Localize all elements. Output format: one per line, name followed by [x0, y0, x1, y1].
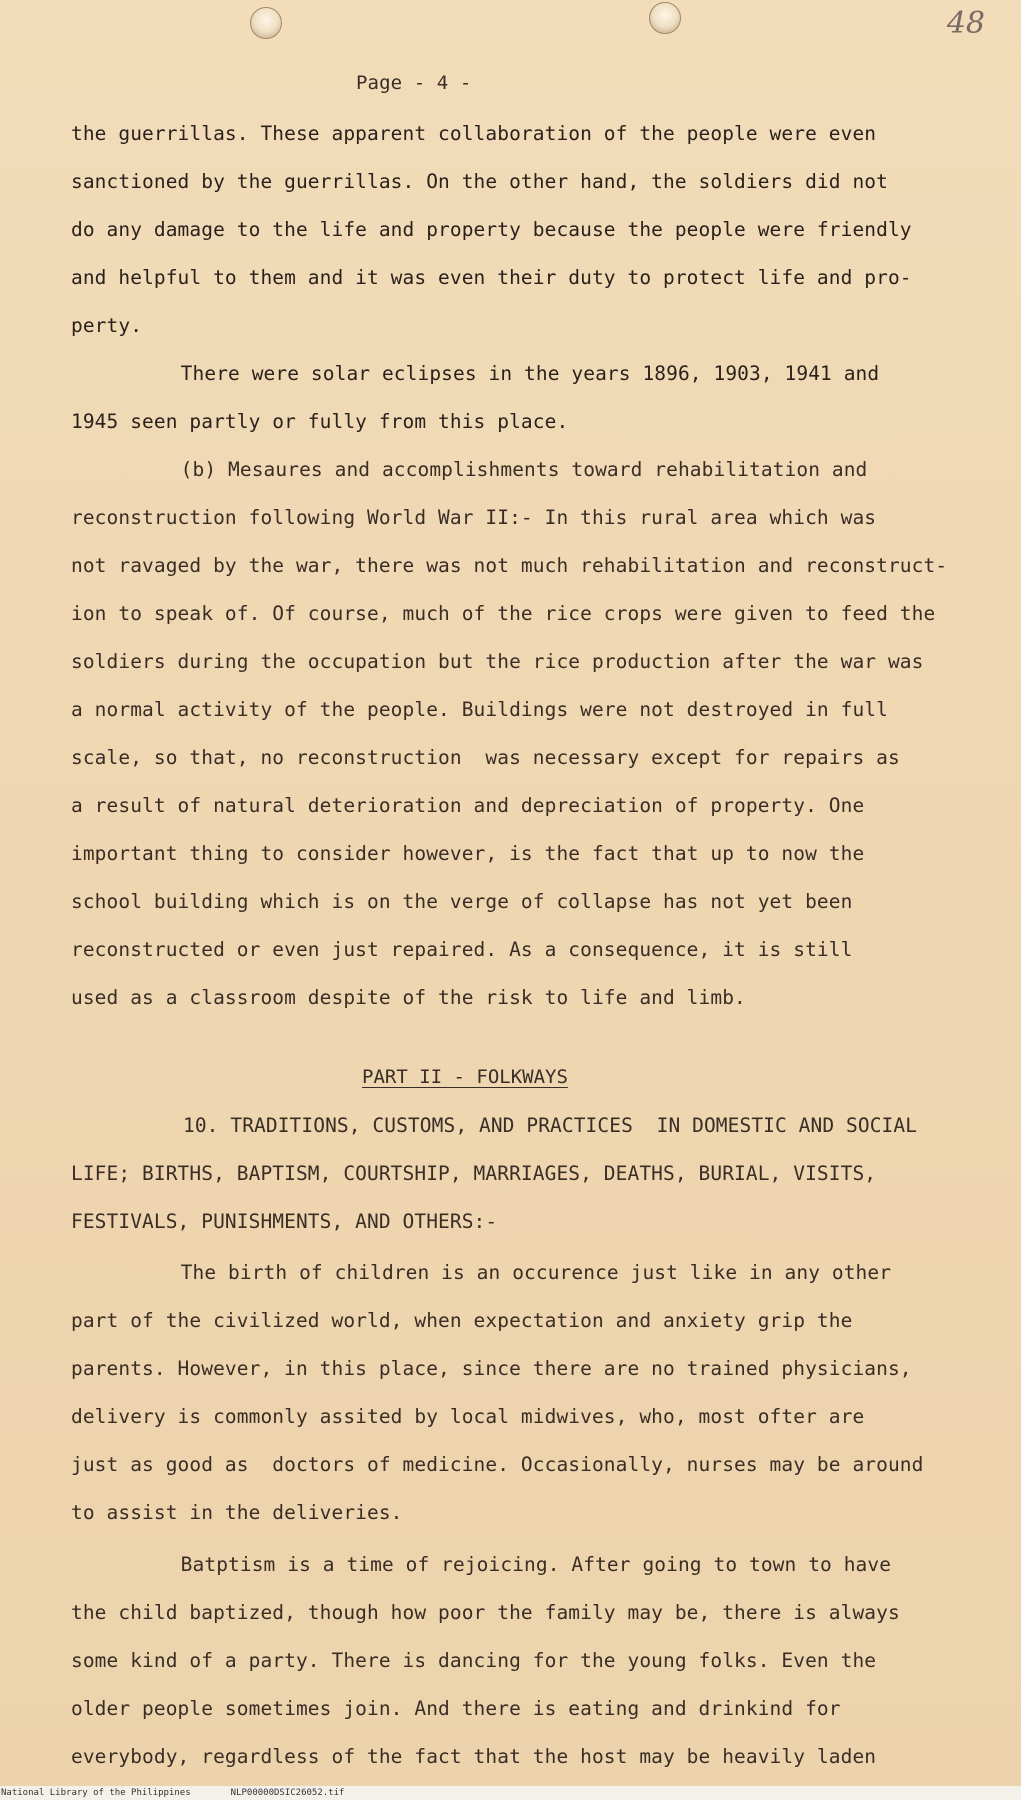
text-line: The birth of children is an occurence just like in any other — [157, 1261, 892, 1284]
text-line: important thing to consider however, is the fact that up to now the — [71, 842, 865, 865]
page-header: Page - 4 - — [356, 72, 472, 94]
text-line: part of the civilized world, when expectation and anxiety grip the — [71, 1309, 853, 1332]
text-line: parents. However, in this place, since there are no trained physicians, — [71, 1357, 912, 1380]
text-line: Batptism is a time of rejoicing. After going to town to have — [157, 1553, 892, 1576]
text-line: delivery is commonly assited by local midwives, who, most ofter are — [71, 1405, 865, 1428]
text-line: (b) Mesaures and accomplishments toward rehabilitation and — [157, 458, 868, 481]
text-line: 10. TRADITIONS, CUSTOMS, AND PRACTICES IN DOMESTIC AND SOCIAL — [183, 1114, 918, 1137]
text-line: There were solar eclipses in the years 1896, 1903, 1941 and — [157, 362, 880, 385]
text-line: LIFE; BIRTHS, BAPTISM, COURTSHIP, MARRIAGES, DEATHS, BURIAL, VISITS, — [71, 1162, 877, 1185]
text-line: reconstructed or even just repaired. As a consequence, it is still — [71, 938, 853, 961]
folio-number: 48 — [946, 6, 985, 41]
section-heading: PART II - FOLKWAYS — [362, 1066, 568, 1088]
text-line: school building which is on the verge of collapse has not yet been — [71, 890, 853, 913]
text-line: scale, so that, no reconstruction was necessary except for repairs as — [71, 746, 900, 769]
scan-footer — [0, 1786, 1021, 1800]
text-line: and helpful to them and it was even their duty to protect life and pro- — [71, 266, 912, 289]
text-line: to assist in the deliveries. — [71, 1501, 403, 1524]
text-line: do any damage to the life and property because the people were friendly — [71, 218, 912, 241]
punch-hole-right — [649, 2, 681, 34]
footer-file-id: NLP00000DSIC26052.tif — [230, 1788, 345, 1798]
punch-hole-left — [250, 7, 282, 39]
footer-library: National Library of the Philippines — [1, 1788, 191, 1798]
text-line: a result of natural deterioration and depreciation of property. One — [71, 794, 865, 817]
text-line: FESTIVALS, PUNISHMENTS, AND OTHERS:- — [71, 1210, 498, 1233]
text-line: just as good as doctors of medicine. Occasionally, nurses may be around — [71, 1453, 924, 1476]
text-line: the child baptized, though how poor the family may be, there is always — [71, 1601, 900, 1624]
text-line: ion to speak of. Of course, much of the rice crops were given to feed the — [71, 602, 936, 625]
text-line: sanctioned by the guerrillas. On the other hand, the soldiers did not — [71, 170, 888, 193]
text-line: the guerrillas. These apparent collaboration of the people were even — [71, 122, 877, 145]
text-line: not ravaged by the war, there was not much rehabilitation and reconstruct- — [71, 554, 948, 577]
text-line: used as a classroom despite of the risk to life and limb. — [71, 986, 746, 1009]
text-line: reconstruction following World War II:- In this rural area which was — [71, 506, 877, 529]
text-line: soldiers during the occupation but the rice production after the war was — [71, 650, 924, 673]
text-line: everybody, regardless of the fact that the host may be heavily laden — [71, 1745, 877, 1768]
text-line: some kind of a party. There is dancing for the young folks. Even the — [71, 1649, 877, 1672]
text-line: perty. — [71, 314, 143, 337]
text-line: older people sometimes join. And there is eating and drinkind for — [71, 1697, 841, 1720]
text-line: a normal activity of the people. Buildings were not destroyed in full — [71, 698, 888, 721]
text-line: 1945 seen partly or fully from this place. — [71, 410, 569, 433]
